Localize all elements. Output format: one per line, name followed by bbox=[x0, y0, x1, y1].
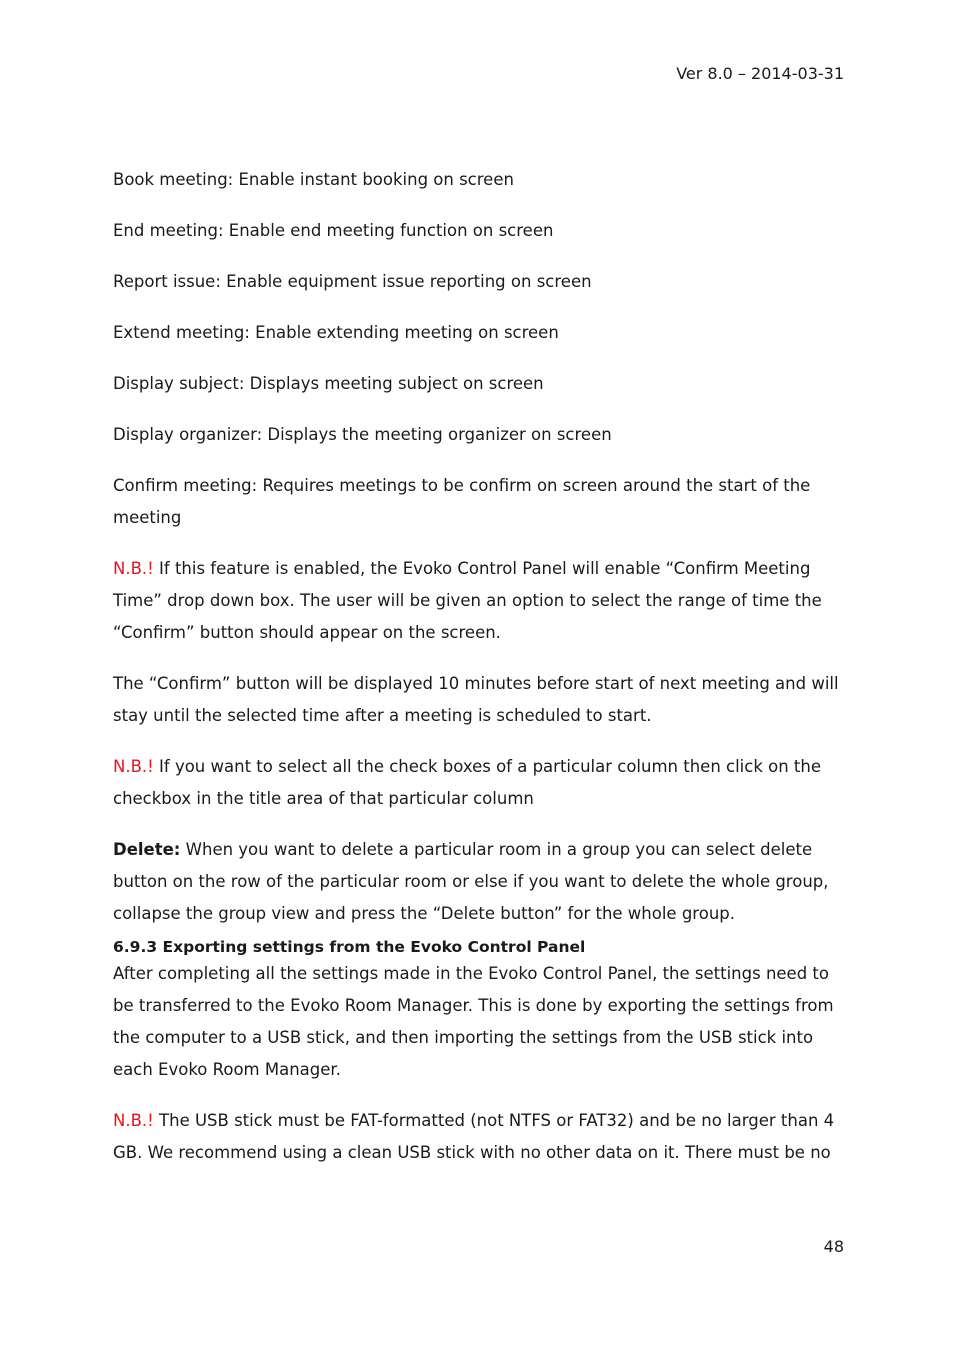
nb-confirm-text: If this feature is enabled, the Evoko Control Panel will enable “Confirm Meeting Time” drop down box. The user will be given an option to select the range of time the “Confirm” button should appear on the screen. bbox=[113, 559, 822, 642]
delete-paragraph bbox=[113, 834, 848, 930]
nb-checkbox-paragraph bbox=[113, 751, 848, 815]
delete-text: When you want to delete a particular room in a group you can select delete button on the row of the particular room or else if you want to delete the whole group, collapse the group view and press the “Delete button” for the whole group. bbox=[113, 840, 829, 923]
option-report-issue: Report issue: Enable equipment issue reporting on screen bbox=[113, 272, 592, 291]
section-heading: 6.9.3 Exporting settings from the Evoko Control Panel bbox=[113, 938, 586, 956]
option-end-meeting: End meeting: Enable end meeting function on screen bbox=[113, 221, 554, 240]
header-version: Ver 8.0 – 2014-03-31 bbox=[676, 64, 844, 83]
section-body: After completing all the settings made in the Evoko Control Panel, the settings need to be transferred to the Evoko Room Manager. This is done by exporting the settings from the computer to a USB stick, and then importing the settings from the USB stick into each Evoko Room Manager. bbox=[113, 964, 834, 1079]
nb-usb-text: The USB stick must be FAT-formatted (not NTFS or FAT32) and be no larger than 4 GB. We recommend using a clean USB stick with no other data on it. There must be no bbox=[113, 1111, 835, 1162]
option-display-subject: Display subject: Displays meeting subject on screen bbox=[113, 374, 544, 393]
nb-label: N.B.! bbox=[113, 559, 154, 578]
nb-confirm-paragraph bbox=[113, 553, 848, 649]
nb-label: N.B.! bbox=[113, 1111, 154, 1130]
page-number: 48 bbox=[823, 1237, 844, 1256]
option-book-meeting: Book meeting: Enable instant booking on screen bbox=[113, 170, 514, 189]
nb-checkbox-text: If you want to select all the check boxes of a particular column then click on the checkbox in the title area of that particular column bbox=[113, 757, 822, 808]
nb-usb-paragraph bbox=[113, 1105, 848, 1169]
delete-label: Delete: bbox=[113, 840, 181, 859]
option-display-organizer: Display organizer: Displays the meeting organizer on screen bbox=[113, 425, 612, 444]
option-confirm-meeting: Confirm meeting: Requires meetings to be confirm on screen around the start of the meeting bbox=[113, 476, 811, 527]
option-extend-meeting: Extend meeting: Enable extending meeting on screen bbox=[113, 323, 559, 342]
confirm-display-paragraph: The “Confirm” button will be displayed 10 minutes before start of next meeting and will stay until the selected time after a meeting is scheduled to start. bbox=[113, 674, 839, 725]
nb-label: N.B.! bbox=[113, 757, 154, 776]
page-content bbox=[113, 164, 848, 1188]
